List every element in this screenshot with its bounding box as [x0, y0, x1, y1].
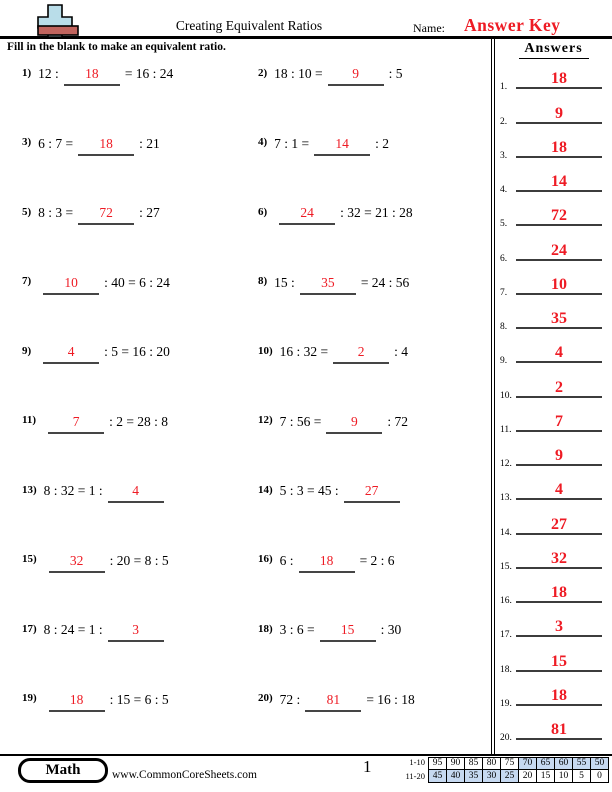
problem-number: 2)	[258, 66, 268, 79]
answer-blank	[108, 482, 164, 503]
blank-answer-value: 27	[364, 483, 379, 498]
answer-line	[516, 535, 602, 569]
answer-number: 10.	[500, 390, 512, 401]
answer-value: 32	[551, 549, 567, 567]
problem-post-text: = 2 : 6	[359, 552, 395, 568]
answer-line	[516, 637, 602, 671]
score-cell: 10	[555, 770, 573, 783]
answer-number: 1.	[500, 82, 508, 93]
answer-value: 72	[551, 207, 567, 225]
answer-row	[495, 672, 612, 709]
answer-line	[516, 295, 602, 329]
score-cell: 50	[591, 757, 609, 770]
instruction-text: Fill in the blank to make an equivalent ratio.	[7, 41, 226, 53]
answer-row	[495, 432, 612, 469]
answer-number: 15.	[500, 561, 512, 572]
blank-answer-value: 72	[99, 205, 113, 220]
problem-number: 15)	[22, 553, 37, 565]
problem-pre-text: 7 : 56 =	[279, 413, 322, 429]
score-cell: 35	[465, 770, 483, 783]
problem-item	[0, 688, 246, 758]
answer-blank	[43, 343, 99, 364]
problem-number: 5)	[22, 205, 32, 218]
header-divider	[0, 36, 612, 39]
problem-item	[246, 479, 491, 549]
answer-row	[495, 158, 612, 195]
problem-item	[246, 340, 491, 410]
answer-blank	[78, 204, 134, 225]
blank-answer-value: 4	[132, 483, 140, 498]
blank-answer-value: 10	[64, 274, 78, 290]
answer-line	[516, 603, 602, 637]
problem-post-text: : 2 = 28 : 8	[109, 413, 169, 429]
problem-number: 4)	[258, 136, 268, 148]
problem-number: 14)	[258, 483, 273, 496]
answer-row	[495, 398, 612, 435]
blank-answer-value: 14	[335, 135, 349, 151]
answer-line	[516, 124, 602, 158]
problem-pre-text: 6 :	[279, 552, 294, 568]
answer-line	[516, 261, 602, 295]
problems-list	[0, 56, 491, 757]
score-cell: 0	[591, 770, 609, 783]
plus-math-icon	[32, 4, 80, 38]
problem-number: 9)	[22, 344, 32, 357]
problem-pre-text: 8 : 32 = 1 :	[43, 483, 103, 498]
problem-number: 11)	[22, 414, 37, 426]
answers-list	[495, 55, 612, 743]
answer-value: 2	[555, 378, 563, 396]
problem-number: 13)	[22, 483, 37, 496]
problem-pre-text: 6 : 7 =	[38, 135, 74, 151]
answer-value: 35	[551, 310, 567, 327]
problem-pre-text: 8 : 3 =	[38, 205, 74, 220]
score-cell: 75	[501, 757, 519, 770]
answer-line	[516, 500, 602, 534]
answer-row	[495, 535, 612, 572]
answer-line	[516, 329, 602, 363]
answer-blank	[49, 691, 105, 712]
problem-pre-text: 15 :	[274, 274, 295, 290]
problem-post-text: : 5	[388, 66, 403, 81]
score-cell: 65	[537, 757, 555, 770]
answer-row	[495, 124, 612, 161]
problem-pre-text: 7 : 1 =	[274, 135, 310, 151]
answer-value: 7	[555, 412, 563, 430]
answer-value: 18	[551, 686, 567, 704]
answer-key-text: Answer Key	[464, 15, 561, 35]
problem-post-text: : 27	[139, 205, 160, 220]
answer-line	[516, 158, 602, 192]
answer-row	[495, 363, 612, 401]
answer-line	[516, 89, 602, 123]
answer-row	[495, 569, 612, 606]
answer-blank	[279, 204, 335, 225]
problem-number: 19)	[22, 692, 37, 704]
answer-row	[495, 295, 612, 332]
answer-blank	[314, 135, 370, 156]
answer-number: 14.	[500, 527, 512, 538]
problem-item	[0, 271, 246, 341]
score-range-label: 11-20	[405, 770, 425, 781]
answer-number: 9.	[500, 356, 508, 367]
score-cell: 45	[429, 770, 447, 783]
answer-blank	[64, 65, 120, 86]
answer-number: 2.	[500, 116, 508, 127]
answer-line	[516, 192, 602, 226]
problem-post-text: : 5 = 16 : 20	[104, 344, 170, 359]
answer-row	[495, 55, 612, 93]
problem-pre-text: 16 : 32 =	[279, 344, 329, 359]
problem-item	[246, 410, 491, 480]
blank-answer-value: 18	[319, 552, 334, 568]
problem-post-text: : 72	[387, 413, 409, 429]
name-label: Name:	[413, 21, 445, 35]
score-area	[405, 756, 609, 783]
answer-number: 11.	[500, 424, 512, 435]
problem-item	[246, 549, 491, 619]
answer-blank	[48, 413, 104, 434]
answer-blank	[300, 274, 356, 295]
problem-post-text: : 4	[394, 344, 409, 359]
score-cell: 90	[447, 757, 465, 770]
answer-row	[495, 603, 612, 641]
score-range-labels	[405, 756, 425, 783]
problem-number: 16)	[258, 553, 273, 565]
answer-number: 6.	[500, 253, 508, 264]
problem-item	[0, 132, 246, 202]
blank-answer-value: 35	[321, 274, 335, 290]
answer-number: 13.	[500, 493, 512, 504]
answer-value: 15	[551, 652, 567, 670]
answer-value: 9	[555, 447, 563, 464]
answer-blank	[328, 65, 384, 86]
blank-answer-value: 15	[340, 622, 355, 637]
problem-post-text: : 40 = 6 : 24	[104, 274, 170, 290]
score-cell: 15	[537, 770, 555, 783]
answer-number: 5.	[500, 219, 508, 230]
blank-answer-value: 4	[67, 344, 75, 359]
problem-number: 7)	[22, 275, 32, 287]
answer-line	[516, 55, 602, 89]
answer-blank	[78, 135, 134, 156]
problem-number: 10)	[258, 344, 273, 357]
answer-value: 18	[551, 584, 567, 601]
answer-number: 8.	[500, 322, 508, 332]
answer-value: 18	[551, 70, 567, 88]
score-cell: 5	[573, 770, 591, 783]
answer-blank	[344, 482, 400, 503]
problem-item	[0, 201, 246, 271]
score-cell: 60	[555, 757, 573, 770]
answer-blank	[326, 413, 382, 434]
answer-value: 4	[555, 481, 563, 499]
problem-post-text: : 15 = 6 : 5	[109, 691, 169, 707]
answer-value: 14	[551, 173, 567, 190]
answer-blank	[320, 621, 376, 642]
answer-line	[516, 226, 602, 260]
problem-pre-text: 8 : 24 = 1 :	[43, 622, 103, 637]
score-cell: 55	[573, 757, 591, 770]
answer-number: 19.	[500, 698, 512, 709]
score-cell: 95	[429, 757, 447, 770]
problem-item	[246, 201, 491, 271]
answer-value: 3	[555, 618, 563, 636]
answer-row	[495, 261, 612, 298]
answer-blank	[49, 552, 105, 573]
problem-pre-text: 3 : 6 =	[279, 622, 315, 637]
problem-post-text: = 24 : 56	[360, 274, 410, 290]
problem-number: 20)	[258, 692, 273, 704]
problem-post-text: : 30	[380, 622, 402, 637]
answer-value: 9	[555, 104, 563, 122]
problem-post-text: : 2	[375, 135, 390, 151]
score-range-label: 1-10	[409, 757, 425, 767]
problem-item	[0, 340, 246, 410]
answer-number: 3.	[500, 150, 508, 161]
blank-answer-value: 18	[69, 691, 84, 707]
blank-answer-value: 81	[326, 691, 341, 707]
answer-blank	[108, 621, 164, 642]
score-cell: 30	[483, 770, 501, 783]
problem-item	[246, 271, 491, 341]
blank-answer-value: 9	[351, 413, 358, 429]
answer-line	[516, 706, 602, 740]
answer-number: 7.	[500, 287, 508, 298]
answer-blank	[305, 691, 361, 712]
answer-row	[495, 192, 612, 230]
score-cell: 70	[519, 757, 537, 770]
answer-number: 20.	[500, 733, 512, 743]
answer-row	[495, 226, 612, 264]
blank-answer-value: 2	[357, 344, 365, 359]
answer-line	[516, 569, 602, 603]
problem-number: 18)	[258, 622, 273, 635]
answer-value: 4	[555, 344, 563, 362]
problem-post-text: : 32 = 21 : 28	[340, 205, 413, 220]
blank-answer-value: 9	[352, 66, 360, 81]
score-table	[428, 757, 609, 783]
problem-item	[246, 688, 491, 758]
blank-answer-value: 24	[300, 205, 314, 220]
problem-number: 8)	[258, 275, 268, 287]
problem-post-text: : 20 = 8 : 5	[109, 552, 169, 568]
answer-line	[516, 363, 602, 397]
answer-line	[516, 432, 602, 466]
problem-post-text: = 16 : 24	[124, 66, 174, 81]
answer-value: 24	[551, 241, 567, 259]
score-cell: 40	[447, 770, 465, 783]
blank-answer-value: 7	[72, 413, 80, 429]
answer-number: 12.	[500, 459, 512, 469]
problem-pre-text: 18 : 10 =	[274, 66, 323, 81]
answer-blank	[299, 552, 355, 573]
problem-number: 12)	[258, 414, 273, 426]
problem-item	[246, 62, 491, 132]
problem-number: 3)	[22, 136, 32, 148]
problem-pre-text: 72 :	[279, 691, 301, 707]
score-cell: 85	[465, 757, 483, 770]
score-cell: 80	[483, 757, 501, 770]
answer-value: 10	[551, 275, 567, 293]
problem-item	[0, 62, 246, 132]
blank-answer-value: 18	[99, 135, 113, 151]
answer-value: 18	[551, 138, 567, 156]
answer-row	[495, 706, 612, 743]
answer-row	[495, 466, 612, 504]
blank-answer-value: 32	[69, 552, 84, 568]
answer-row	[495, 500, 612, 538]
problem-item	[246, 132, 491, 202]
answers-heading: Answers	[519, 41, 589, 59]
answer-row	[495, 89, 612, 127]
answer-line	[516, 398, 602, 432]
problem-pre-text: 12 :	[38, 66, 59, 81]
answer-line	[516, 466, 602, 500]
answer-blank	[43, 274, 99, 295]
problem-item	[246, 618, 491, 688]
problem-pre-text: 5 : 3 = 45 :	[279, 483, 339, 498]
problem-number: 1)	[22, 66, 32, 79]
answer-number: 4.	[500, 185, 508, 195]
problem-number: 17)	[22, 622, 37, 635]
answer-value: 81	[551, 721, 567, 738]
answer-value: 27	[551, 515, 567, 533]
blank-answer-value: 18	[85, 66, 99, 81]
problem-post-text: = 16 : 18	[366, 691, 415, 707]
blank-answer-value: 3	[132, 622, 140, 637]
answer-row	[495, 637, 612, 675]
problem-item	[0, 479, 246, 549]
problem-item	[0, 618, 246, 688]
subject-badge: Math	[18, 758, 108, 783]
problem-number: 6)	[258, 205, 268, 218]
answer-blank	[333, 343, 389, 364]
answers-panel	[491, 38, 612, 754]
answer-row	[495, 329, 612, 367]
score-cell: 20	[519, 770, 537, 783]
answer-line	[516, 672, 602, 706]
answer-number: 16.	[500, 596, 512, 606]
answer-number: 17.	[500, 630, 512, 641]
page-number: 1	[363, 757, 372, 776]
website-url: www.CommonCoreSheets.com	[112, 769, 257, 781]
score-cell: 25	[501, 770, 519, 783]
problem-item	[0, 549, 246, 619]
answer-number: 18.	[500, 664, 512, 675]
worksheet-title: Creating Equivalent Ratios	[175, 18, 323, 33]
problem-post-text: : 21	[139, 135, 160, 151]
problem-item	[0, 410, 246, 480]
